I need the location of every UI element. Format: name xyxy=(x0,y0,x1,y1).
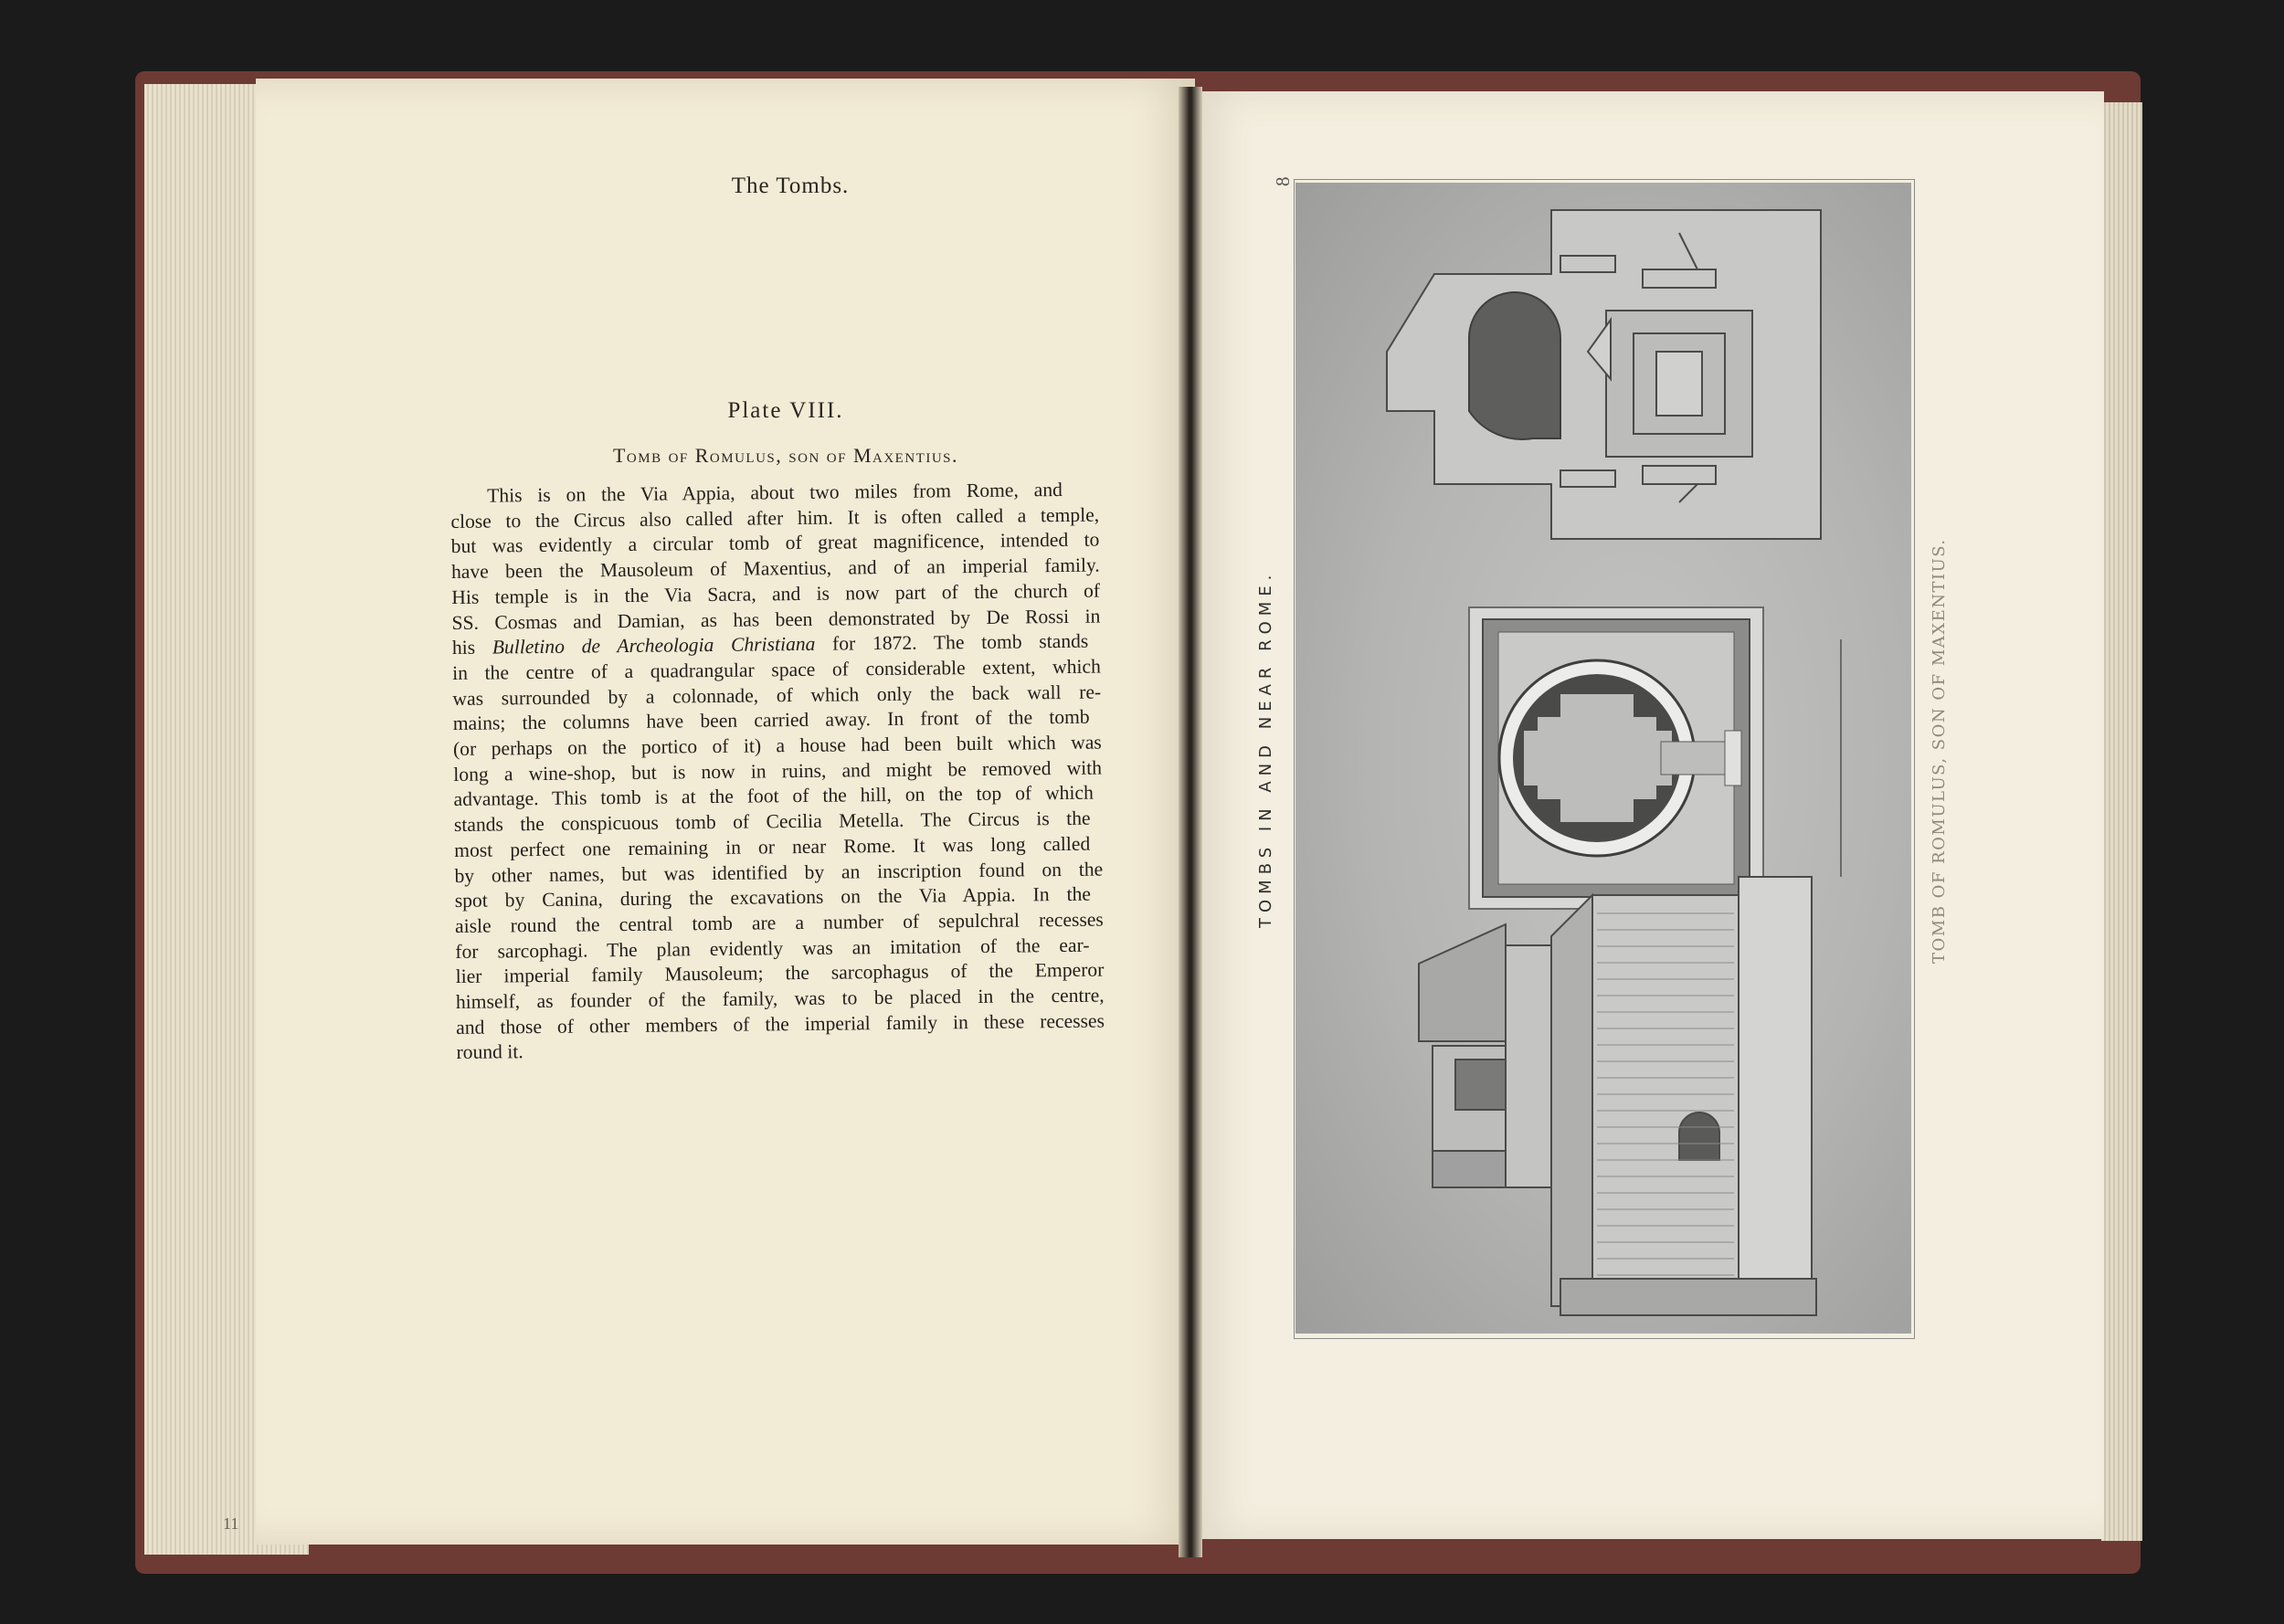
plate-caption: TOMB OF ROMULUS, SON OF MAXENTIUS. xyxy=(1930,538,1949,964)
body-line: round it. xyxy=(456,1040,523,1064)
body-line: have been the Mausoleum of Maxentius, and of an imperial family. xyxy=(450,554,1100,584)
body-line: His temple is in the Via Sacra, and is now part of the church of xyxy=(451,579,1101,608)
body-line: his Bulletino de Archeologia Christiana for 1872. The tomb stands xyxy=(451,629,1089,659)
tomb-elevation-drawing xyxy=(1419,877,1816,1315)
body-line: advantage. This tomb is at the foot of the hill, on the top of which xyxy=(453,782,1094,811)
plate-number: 8 xyxy=(1272,176,1294,186)
body-line: but was evidently a circular tomb of great magnificence, intended to xyxy=(450,528,1100,558)
body-line: SS. Cosmas and Damian, as has been demonstrated by De Rossi in xyxy=(451,605,1101,634)
body-line: spot by Canina, during the excavations on the Via Appia. In the xyxy=(454,882,1092,912)
book-gutter xyxy=(1179,87,1202,1557)
series-label: TOMBS IN AND NEAR ROME. xyxy=(1256,569,1275,928)
body-text xyxy=(450,478,1105,1067)
tomb-section-drawing xyxy=(1387,210,1821,539)
body-line: stands the conspicuous tomb of Cecilia Metella. The Circus is the xyxy=(453,807,1091,837)
tomb-plan-drawing xyxy=(1469,607,1841,909)
body-line: (or perhaps on the portico of it) a house had been built which was xyxy=(452,731,1102,761)
body-line: mains; the columns have been carried away. In front of the tomb xyxy=(452,706,1090,735)
body-line: close to the Circus also called after him. It is often called a temple, xyxy=(450,503,1100,533)
body-line: and those of other members of the imperial family in these recesses xyxy=(456,1009,1105,1039)
tomb-drawings xyxy=(1295,183,1911,1334)
right-page-stack xyxy=(2101,102,2142,1541)
body-line: lier imperial family Mausoleum; the sarcophagus of the Emperor xyxy=(455,958,1105,988)
body-line: aisle round the central tomb are a number of sepulchral recesses xyxy=(454,908,1104,937)
plate-subtitle: Tomb of Romulus, son of Maxentius. xyxy=(612,444,959,467)
body-line: for sarcophagi. The plan evidently was an imitation of the ear- xyxy=(455,933,1090,963)
plate-title: Plate VIII. xyxy=(727,398,844,423)
plate-image xyxy=(1295,183,1911,1334)
body-line: This is on the Via Appia, about two miles from Rome, and xyxy=(487,478,1063,507)
running-head: The Tombs. xyxy=(731,174,850,198)
body-line: long a wine-shop, but is now in ruins, and might be removed with xyxy=(453,756,1103,786)
body-line: in the centre of a quadrangular space of considerable extent, which xyxy=(452,655,1101,684)
margin-mark: 11 xyxy=(223,1514,239,1533)
body-line: by other names, but was identified by an inscription found on the xyxy=(454,858,1104,887)
body-line: was surrounded by a colonnade, of which only the back wall re- xyxy=(452,680,1102,710)
body-line: himself, as founder of the family, was to be placed in the centre, xyxy=(455,984,1105,1014)
body-line: most perfect one remaining in or near Rome. It was long called xyxy=(454,832,1091,861)
